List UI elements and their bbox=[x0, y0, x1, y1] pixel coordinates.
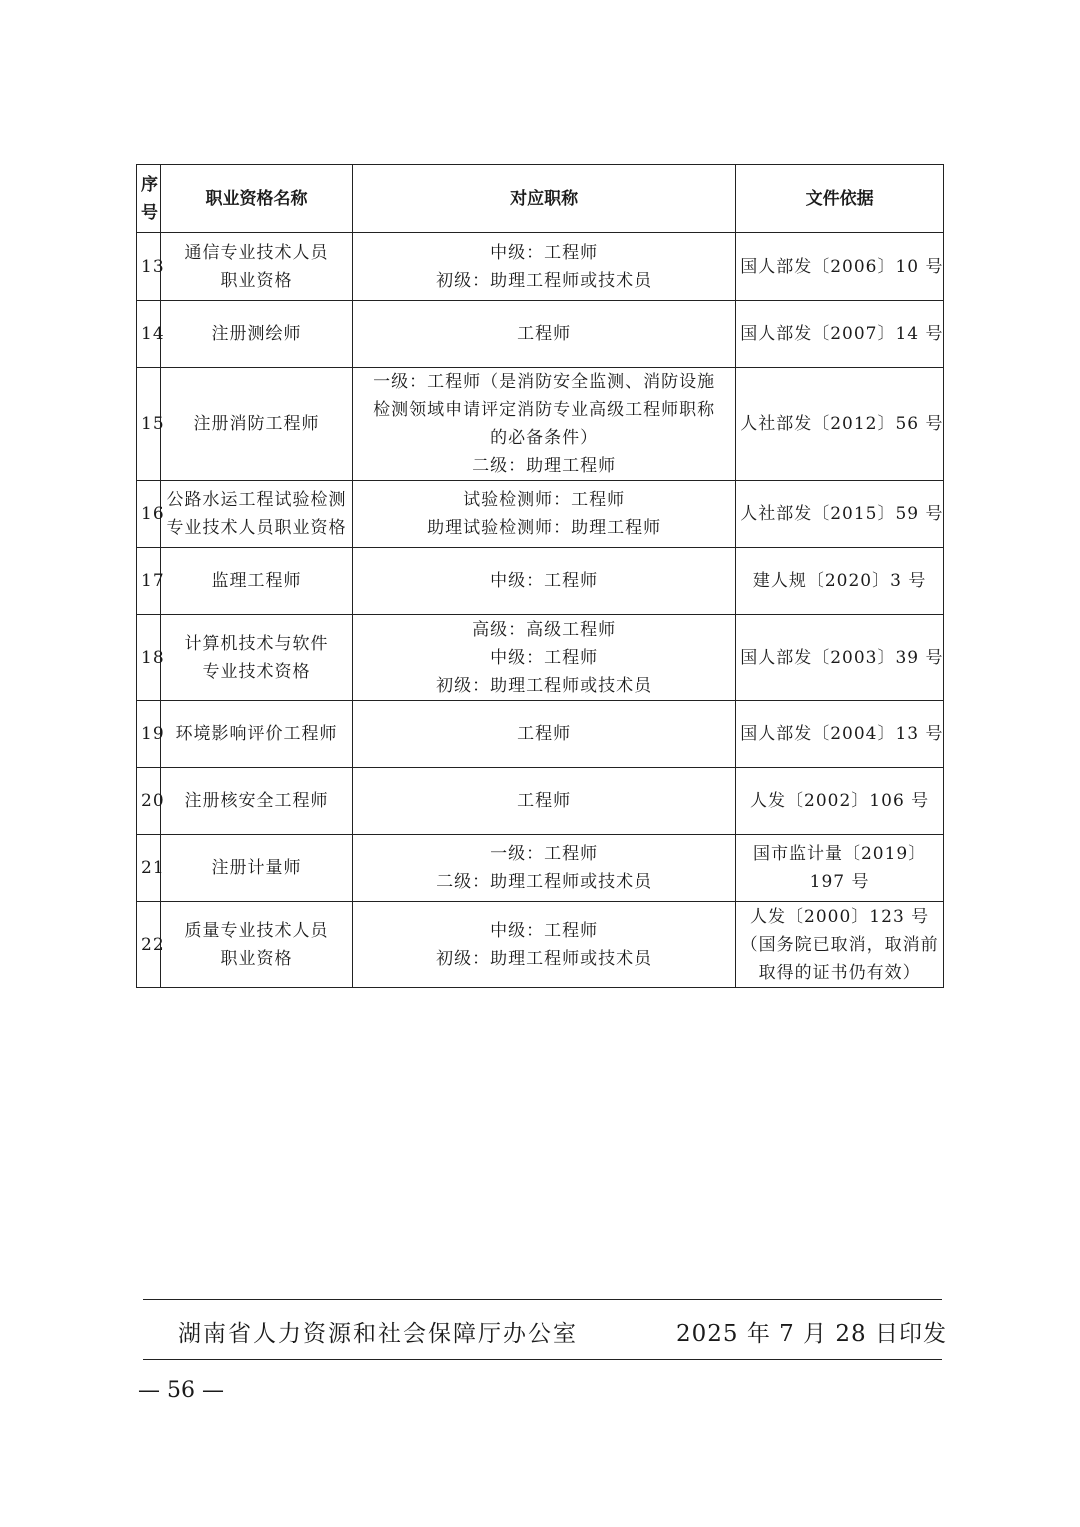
header-no bbox=[137, 165, 161, 233]
table-row bbox=[137, 368, 944, 481]
document-basis-cell bbox=[736, 835, 944, 902]
table-row bbox=[137, 701, 944, 768]
qualification-name-cell bbox=[161, 701, 353, 768]
document-basis-line: （国务院已取消，取消前 bbox=[740, 934, 939, 955]
qualification-name-line: 公路水运工程试验检测 bbox=[166, 490, 347, 510]
title-cell bbox=[353, 368, 736, 481]
title-line: 二级：助理工程师或技术员 bbox=[436, 872, 653, 892]
document-basis-line: 国人部发〔2007〕14 号 bbox=[740, 324, 944, 344]
table-row bbox=[137, 233, 944, 301]
qualification-name-line: 职业资格 bbox=[220, 270, 293, 291]
qualification-name-line: 专业技术人员职业资格 bbox=[166, 518, 347, 538]
qualification-table bbox=[136, 164, 944, 988]
title-line: 中级：工程师 bbox=[490, 647, 599, 668]
table-header-row bbox=[137, 165, 944, 233]
header-doc: 文件依据 bbox=[736, 165, 944, 233]
document-basis-cell bbox=[736, 902, 944, 988]
header-title: 对应职称 bbox=[353, 165, 736, 233]
document-basis-line: 国人部发〔2006〕10 号 bbox=[740, 256, 944, 277]
table-row bbox=[137, 548, 944, 615]
row-number-cell: 14 bbox=[137, 301, 161, 368]
page-number: — 56 — bbox=[138, 1378, 224, 1403]
row-number-cell: 15 bbox=[137, 368, 161, 481]
title-line: 初级：助理工程师或技术员 bbox=[436, 948, 653, 969]
title-cell bbox=[353, 233, 736, 301]
qualification-name-cell bbox=[161, 233, 353, 301]
title-line: 高级：高级工程师 bbox=[472, 619, 617, 640]
title-cell bbox=[353, 835, 736, 902]
row-number-cell: 21 bbox=[137, 835, 161, 902]
title-cell bbox=[353, 615, 736, 701]
qualification-name-line: 监理工程师 bbox=[211, 571, 302, 591]
table-body bbox=[137, 233, 944, 988]
title-cell bbox=[353, 481, 736, 548]
qualification-name-line: 职业资格 bbox=[220, 948, 293, 969]
title-cell bbox=[353, 548, 736, 615]
document-basis-line: 人发〔2002〕106 号 bbox=[750, 791, 930, 811]
qualification-name-cell bbox=[161, 368, 353, 481]
qualification-name-line: 计算机技术与软件 bbox=[184, 633, 329, 654]
qualification-name-cell bbox=[161, 481, 353, 548]
row-number-cell: 16 bbox=[137, 481, 161, 548]
title-cell bbox=[353, 301, 736, 368]
row-number-cell: 20 bbox=[137, 768, 161, 835]
title-line: 一级：工程师 bbox=[490, 844, 599, 864]
table-row bbox=[137, 481, 944, 548]
header-name: 职业资格名称 bbox=[161, 165, 353, 233]
row-number-cell: 17 bbox=[137, 548, 161, 615]
qualification-name-cell bbox=[161, 548, 353, 615]
title-line: 的必备条件） bbox=[490, 428, 599, 448]
document-basis-cell bbox=[736, 768, 944, 835]
title-line: 中级：工程师 bbox=[490, 920, 599, 941]
qualification-name-cell bbox=[161, 768, 353, 835]
qualification-name-line: 专业技术资格 bbox=[202, 661, 311, 682]
title-line: 初级：助理工程师或技术员 bbox=[436, 270, 653, 291]
table-row bbox=[137, 615, 944, 701]
qualification-name-line: 注册核安全工程师 bbox=[184, 791, 329, 811]
document-basis-line: 人社部发〔2012〕56 号 bbox=[740, 414, 944, 434]
qualification-name-line: 注册测绘师 bbox=[211, 324, 302, 344]
document-basis-line: 建人规〔2020〕3 号 bbox=[752, 571, 927, 591]
document-basis-line: 人社部发〔2015〕59 号 bbox=[740, 504, 944, 524]
qualification-name-line: 环境影响评价工程师 bbox=[175, 724, 338, 744]
title-cell bbox=[353, 768, 736, 835]
qualification-name-cell bbox=[161, 902, 353, 988]
qualification-name-cell bbox=[161, 835, 353, 902]
document-basis-cell bbox=[736, 701, 944, 768]
table-row bbox=[137, 902, 944, 988]
table-row bbox=[137, 301, 944, 368]
document-basis-cell bbox=[736, 301, 944, 368]
document-basis-cell bbox=[736, 548, 944, 615]
row-number-cell: 19 bbox=[137, 701, 161, 768]
title-line: 工程师 bbox=[517, 791, 572, 811]
document-basis-cell bbox=[736, 481, 944, 548]
document-basis-line: 取得的证书仍有效） bbox=[758, 962, 921, 983]
document-basis-cell bbox=[736, 368, 944, 481]
title-cell bbox=[353, 701, 736, 768]
qualification-name-line: 质量专业技术人员 bbox=[184, 920, 329, 941]
table-row bbox=[137, 768, 944, 835]
footer-issuer: 湖南省人力资源和社会保障厅办公室 bbox=[178, 1321, 578, 1347]
qualification-name-line: 通信专业技术人员 bbox=[184, 242, 329, 263]
title-line: 工程师 bbox=[517, 324, 572, 344]
table-row bbox=[137, 835, 944, 902]
qualification-name-line: 注册消防工程师 bbox=[193, 414, 320, 434]
footer-issue-date: 2025 年 7 月 28 日印发 bbox=[676, 1321, 947, 1347]
title-line: 中级：工程师 bbox=[490, 571, 599, 591]
qualification-name-cell bbox=[161, 301, 353, 368]
title-line: 试验检测师：工程师 bbox=[463, 490, 626, 510]
row-number-cell: 13 bbox=[137, 233, 161, 301]
title-line: 中级：工程师 bbox=[490, 242, 599, 263]
document-basis-line: 人发〔2000〕123 号 bbox=[750, 906, 930, 927]
title-cell bbox=[353, 902, 736, 988]
header-no-text: 序 号 bbox=[141, 174, 158, 223]
title-line: 一级：工程师（是消防安全监测、消防设施 bbox=[373, 372, 716, 392]
title-line: 初级：助理工程师或技术员 bbox=[436, 675, 653, 696]
title-line: 助理试验检测师：助理工程师 bbox=[427, 518, 662, 538]
document-basis-cell bbox=[736, 233, 944, 301]
document-basis-cell bbox=[736, 615, 944, 701]
footer-top-rule bbox=[143, 1299, 942, 1300]
row-number-cell: 18 bbox=[137, 615, 161, 701]
title-line: 工程师 bbox=[517, 724, 572, 744]
document-basis-line: 197 号 bbox=[809, 872, 870, 892]
title-line: 二级：助理工程师 bbox=[472, 456, 617, 476]
footer-bottom-rule bbox=[143, 1359, 942, 1360]
document-basis-line: 国人部发〔2003〕39 号 bbox=[740, 647, 944, 668]
document-basis-line: 国人部发〔2004〕13 号 bbox=[740, 724, 944, 744]
document-basis-line: 国市监计量〔2019〕 bbox=[752, 844, 927, 864]
qualification-name-line: 注册计量师 bbox=[211, 858, 302, 878]
row-number-cell: 22 bbox=[137, 902, 161, 988]
title-line: 检测领域申请评定消防专业高级工程师职称 bbox=[373, 400, 716, 420]
qualification-name-cell bbox=[161, 615, 353, 701]
